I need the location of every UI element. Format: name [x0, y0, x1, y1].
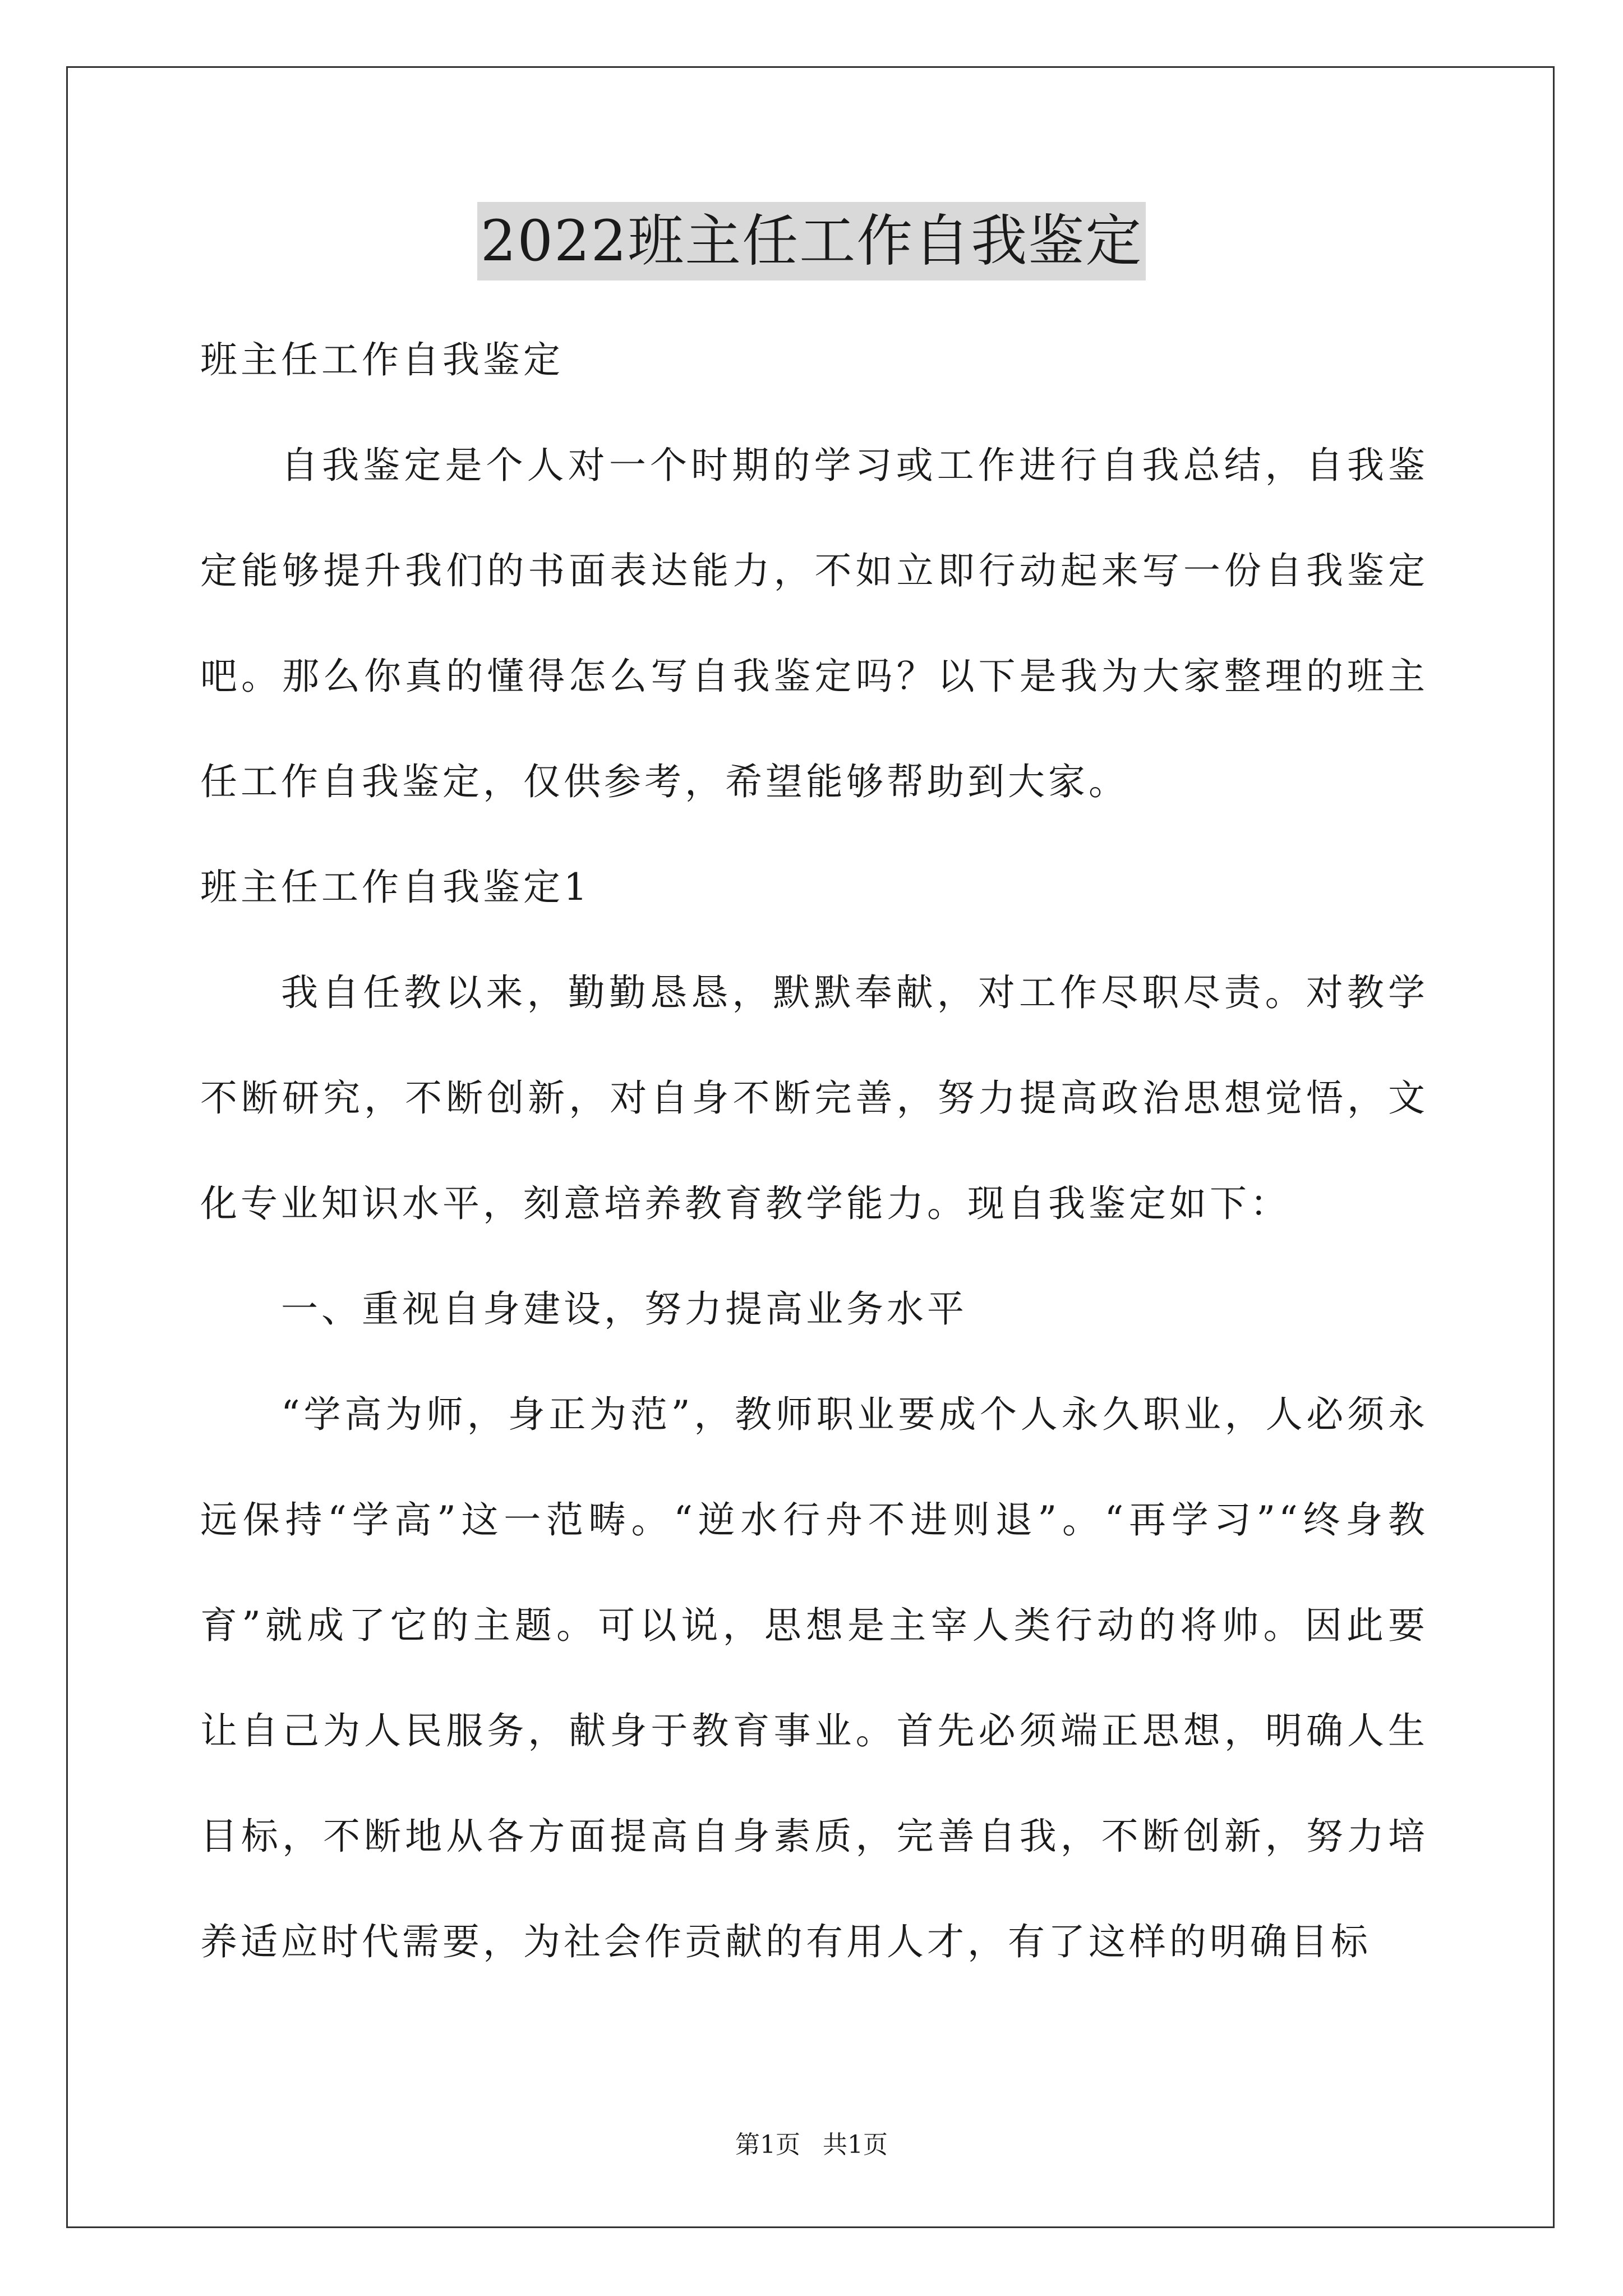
- document-title: 2022班主任工作自我鉴定: [477, 202, 1146, 280]
- subsection-heading: 一、重视自身建设，努力提高业务水平: [281, 1287, 967, 1331]
- title-container: [0, 202, 1623, 280]
- section-heading: 班主任工作自我鉴定: [200, 338, 564, 381]
- paragraph-intro: 自我鉴定是个人对一个时期的学习或工作进行自我总结，自我鉴定能够提升我们的书面表达能力，不如立即行动起来写一份自我鉴定吧。那么你真的懂得怎么写自我鉴定吗？以下是我为大家整理的班主任工作自我鉴定，仅供参考，希望能够帮助到大家。: [200, 444, 1428, 803]
- paragraph: “学高为师，身正为范”，教师职业要成个人永久职业，人必须永远保持“学高”这一范畴。“逆水行舟不进则退”。“再学习”“终身教育”就成了它的主题。可以说，思想是主宰人类行动的将帅。因此要让自己为人民服务，献身于教育事业。首先必须端正思想，明确人生目标，不断地从各方面提高自身素质，完善自我，不断创新，努力培养适应时代需要，为社会作贡献的有用人才，有了这样的明确目标: [200, 1393, 1428, 1963]
- page-number-current: 第1页: [735, 2131, 800, 2159]
- section-heading: 班主任工作自我鉴定1: [200, 866, 591, 909]
- document-body: [200, 307, 1428, 1995]
- page-number-total: 共1页: [823, 2131, 888, 2159]
- paragraph: 我自任教以来，勤勤恳恳，默默奉献，对工作尽职尽责。对教学不断研究，不断创新，对自身不断完善，努力提高政治思想觉悟，文化专业知识水平，刻意培养教育教学能力。现自我鉴定如下：: [200, 971, 1428, 1225]
- page-footer: [0, 2128, 1623, 2162]
